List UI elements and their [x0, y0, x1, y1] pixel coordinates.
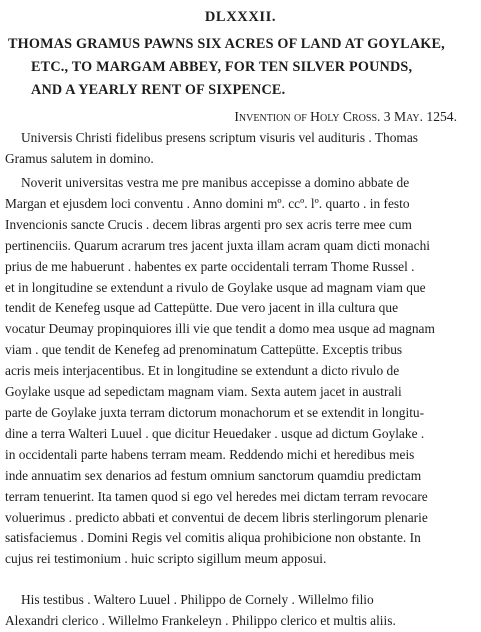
- text-line: Margan et ejusdem loci conventu . Anno domini mº. ccº. lº. quarto . in festo: [5, 195, 410, 211]
- text-line: Invencionis sancte Crucis . decem libras argenti pro sex acris terre mee cum: [5, 216, 412, 232]
- text-line: in occidentali parte habens terram meam. Reddendo michi et heredibus meis: [5, 446, 415, 462]
- text-line: terram tenuerint. Ita tamen quod si ego vel heredes mei dictam terram revocare: [5, 488, 428, 504]
- text-line: pertinenciis. Quarum acrarum tres jacent juxta illam acram quam dicti monachi: [5, 237, 430, 253]
- grant-paragraph: [5, 173, 473, 570]
- text-line: dine a terra Walteri Luuel . que dicitur Heuedaker . usque ad dictum Goylake .: [5, 425, 425, 441]
- title-line-2: ETC., TO MARGAM ABBEY, FOR TEN SILVER POUNDS,: [31, 59, 413, 75]
- text-line: Gramus salutem in domino.: [5, 150, 154, 166]
- text-line: parte de Goylake juxta terram dictorum monachorum et se extendit in longitu-: [5, 404, 425, 420]
- text-line: tendit de Kenefeg usque ad Cattepütte. Due vero jacent in illa cultura que: [5, 300, 399, 316]
- text-line: inde annuatim sex denarios ad festum omnium sanctorum quamdiu predictam: [5, 467, 422, 483]
- text-line: Alexandri clerico . Willelmo Frankeleyn . Philippo clerico et multis aliis.: [5, 612, 396, 628]
- text-line: Goylake usque ad sepedictam magnam viam. Sexta autem jacet in australi: [5, 384, 402, 400]
- address-paragraph: [5, 128, 473, 170]
- text-line: Noverit universitas vestra me pre manibus accepisse a domino abbate de: [21, 175, 410, 190]
- title-line-3: AND A YEARLY RENT OF SIXPENCE.: [31, 82, 286, 98]
- text-line: vocatur Deumay propinquiores illi vie que tendit a domo mea usque ad magnam: [5, 321, 435, 337]
- text-line: His testibus . Waltero Luuel . Philippo de Cornely . Willelmo filio: [21, 592, 374, 607]
- text-line: viam . que tendit de Kenefeg ad prenominatum Cattepütte. Exceptis tribus: [5, 342, 403, 358]
- title-line-1: THOMAS GRAMUS PAWNS SIX ACRES OF LAND AT GOYLAKE,: [8, 36, 445, 52]
- text-line: cujus rei testimonium . huic scripto sigillum meum apposui.: [5, 551, 327, 567]
- text-line: et in longitudine se extendunt a rivulo de Goylake usque ad magnam viam que: [5, 279, 426, 295]
- text-line: prius de me habuerunt . habentes ex parte occidentali terram Thome Russel .: [5, 258, 415, 274]
- text-line: voluerimus . predicto abbati et conventui de decem libris sterlingorum plenarie: [5, 509, 428, 525]
- text-line: Universis Christi fidelibus presens scriptum visuris vel audituris . Thomas: [21, 130, 418, 145]
- text-line: acris meis interjacentibus. Et in longitudine se extendunt a dicto rivulo de: [5, 363, 400, 379]
- charter-number: DLXXXII.: [204, 9, 277, 25]
- witnesses-paragraph: [5, 590, 473, 632]
- dateline: Invention of Holy Cross. 3 May. 1254.: [234, 109, 457, 124]
- text-line: satisfaciemus . Domini Regis vel comitis aliqua prohibicione non obstante. In: [5, 530, 421, 546]
